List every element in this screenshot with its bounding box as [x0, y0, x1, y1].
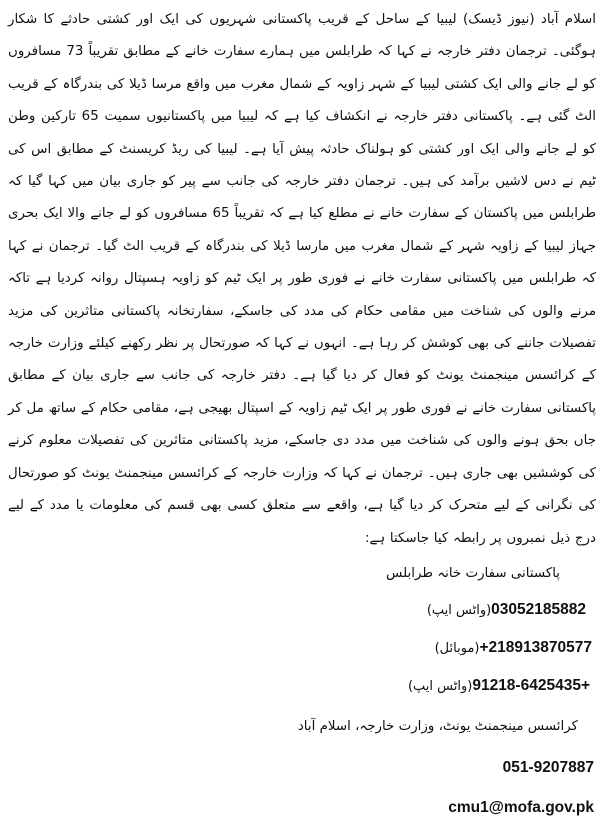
email-address[interactable]: cmu1@mofa.gov.pk	[448, 798, 594, 816]
ministry-unit: کرائسس مینجمنٹ یونٹ، وزارت خارجہ، اسلام آباد	[297, 718, 578, 734]
phone-number[interactable]: 051-9207887	[502, 758, 594, 776]
phone-contact	[8, 749, 596, 787]
contact-list	[8, 557, 596, 827]
mobile-contact	[8, 629, 596, 667]
whatsapp-label-2: (واٹس ایپ)	[407, 678, 473, 694]
whatsapp-contact-2	[8, 667, 596, 705]
email-contact	[8, 789, 596, 827]
embassy-title: پاکستانی سفارت خانہ طرابلس	[386, 565, 560, 581]
whatsapp-contact-1	[8, 591, 596, 629]
news-article	[8, 4, 596, 827]
article-body: اسلام آباد (نیوز ڈیسک) لیبیا کے ساحل کے قریب پاکستانی شہریوں کی ایک اور کشتی حادثے کا شکار ہوگئی۔ ترجمان دفتر خارجہ نے کہا کہ طرابلس میں ہمارے سفارت خانے کے مطابق تقریباً 73 مسافروں کو لے جانے والی ایک کشتی لیبیا کے شہر زاویہ کے شمال مغرب میں واقع مرسا ڈیلا کی بندرگاہ کے قریب الٹ گئی ہے۔ پاکستانی دفتر خارجہ نے انکشاف کیا ہے کہ لیبیا میں پاکستانیوں سمیت 65 تارکین وطن کو لے جانے والی ایک اور کشتی کو ہولناک حادثہ پیش آیا ہے۔ لیبیا کی ریڈ کریسنٹ کے مطابق اس کی ٹیم نے دس لاشیں برآمد کی ہیں۔ ترجمان دفتر خارجہ کی جانب سے پیر کو جاری بیان میں کہا گیا کہ طرابلس میں پاکستان کے سفارت خانے نے مطلع کیا ہے کہ تقریباً 65 مسافروں کو لے جانے والا ایک بحری جہاز لیبیا کے زاویہ شہر کے شمال مغرب میں مارسا ڈیلا کی بندرگاہ کے قریب الٹ گیا۔ ترجمان نے کہا کہ طرابلس میں پاکستانی سفارت خانے نے فوری طور پر ایک ٹیم کو زاویہ ہسپتال روانہ کردیا ہے تاکہ مرنے والوں کی شناخت میں مقامی حکام کی مدد کی جاسکے، سفارتخانہ پاکستانی متاثرین کی مزید تفصیلات جاننے کی بھی کوشش کر رہا ہے۔ انہوں نے کہا کہ صورتحال پر نظر رکھنے کیلئے وزارت خارجہ کے کرائسس مینجمنٹ یونٹ کو فعال کر دیا گیا ہے۔ دفتر خارجہ کی جانب سے جاری بیان کے مطابق پاکستانی سفارت خانے نے فوری طور پر ایک ٹیم زاویہ کے اسپتال بھیجی ہے، مقامی حکام کے ساتھ مل کر جاں بحق ہونے والوں کی شناخت میں مدد دی جاسکے، مزید پاکستانی متاثرین کی تفصیلات معلوم کرنے کی کوششیں بھی جاری ہیں۔ ترجمان نے کہا کہ وزارت خارجہ کے کرائسس مینجمنٹ یونٹ کو صورتحال کی نگرانی کے لیے متحرک کر دیا گیا ہے، واقعے سے متعلق کسی بھی قسم کی معلومات یا مدد کے لیے درج ذیل نمبروں پر رابطہ کیا جاسکتا ہے:	[8, 12, 597, 546]
mobile-label: (موبائل)	[434, 640, 480, 656]
mobile-number[interactable]: 218913870577+	[479, 638, 592, 656]
whatsapp-number-1[interactable]: 03052185882	[491, 600, 586, 618]
whatsapp-label-1: (واٹس ایپ)	[426, 602, 492, 618]
whatsapp-number-2[interactable]: +91218-6425435	[472, 676, 590, 694]
